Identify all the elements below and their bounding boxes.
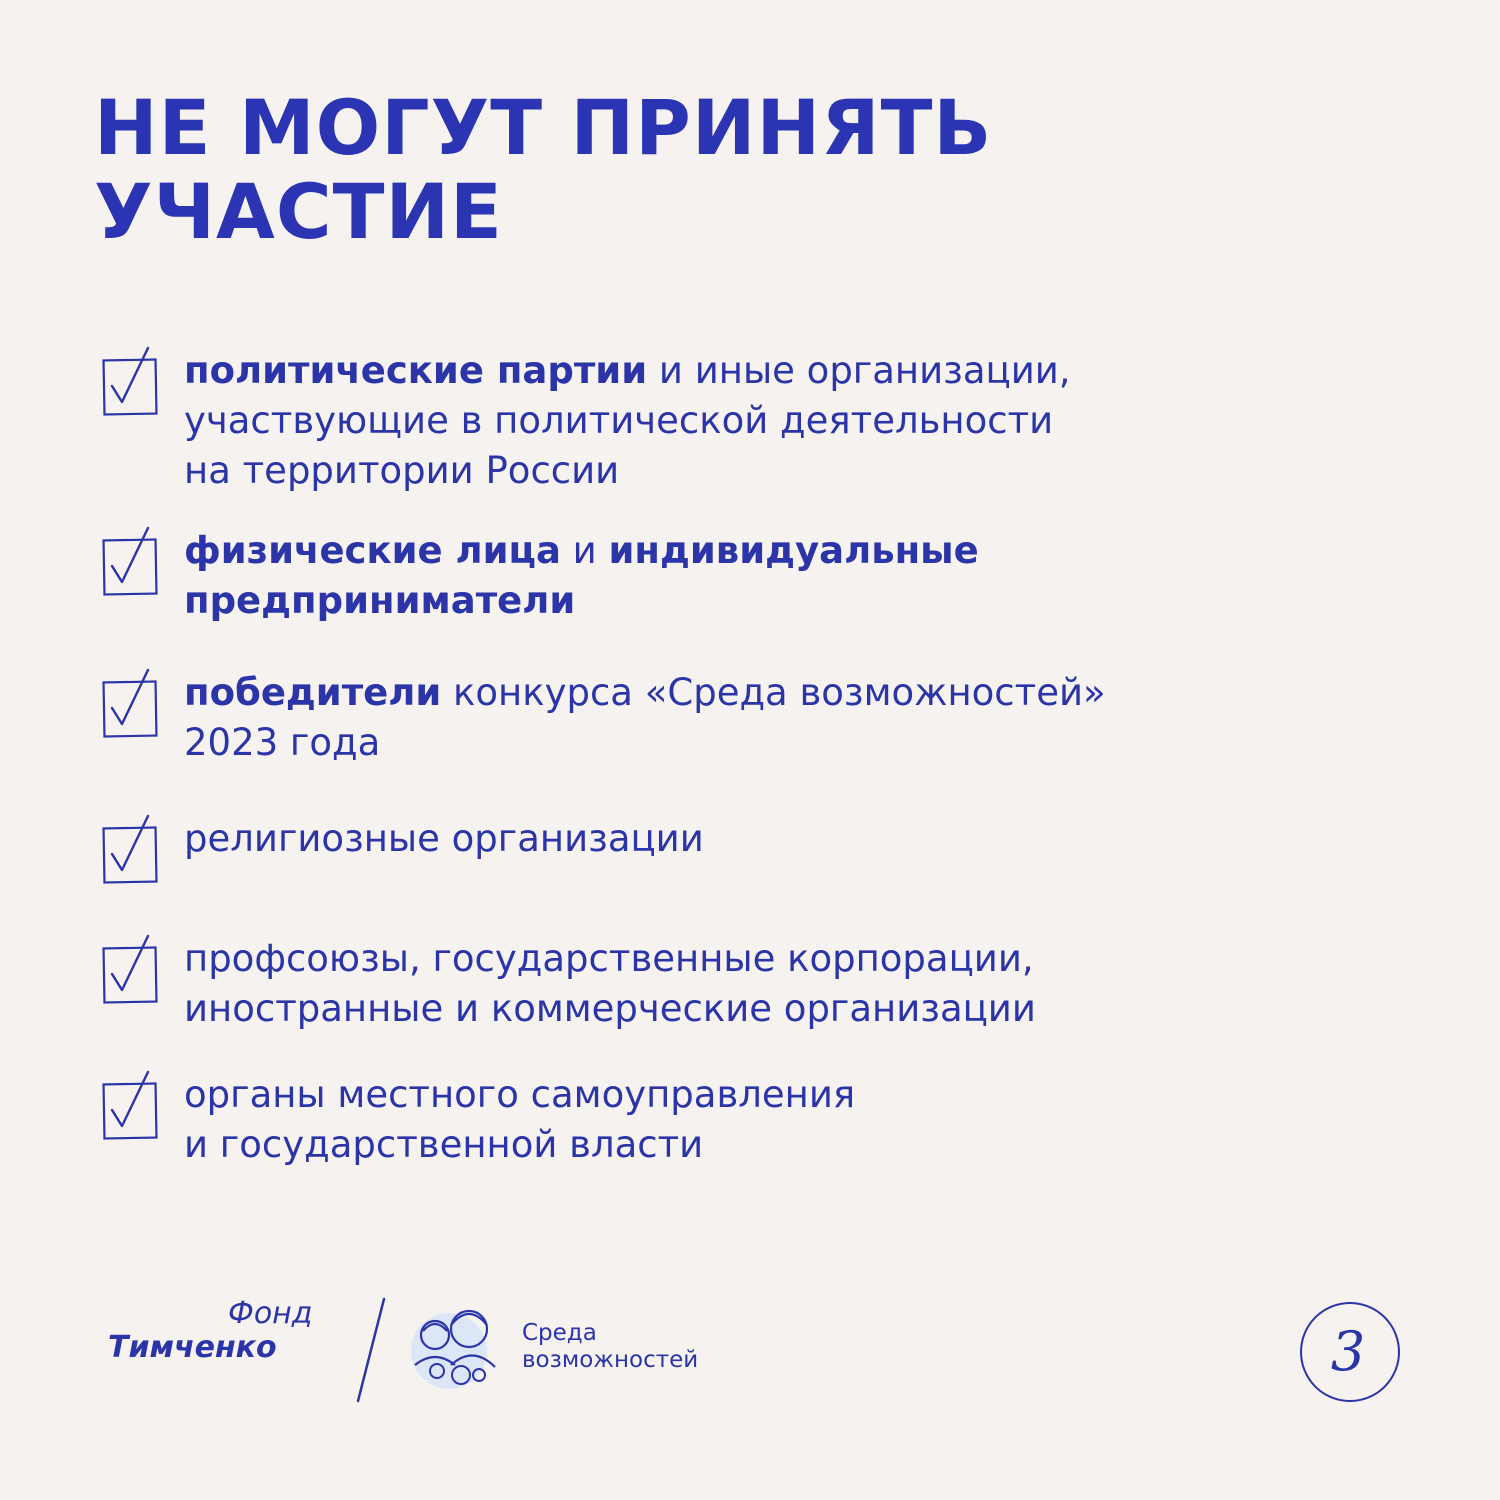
sreda-logo-label [522,1320,698,1374]
list-item-line [184,668,1304,718]
divider-slash [350,1295,390,1405]
checkbox-icon [98,1070,162,1142]
bold-text: победители [184,671,442,714]
regular-text: религиозные организации [184,817,704,860]
list-item-text [184,934,1304,1034]
list-item-text [184,526,1304,626]
logo-word-fond: Фонд [228,1296,313,1331]
regular-text: 2023 года [184,721,381,764]
checkbox-icon [98,814,162,886]
sreda-logo-icon [405,1295,505,1395]
list-item-line [184,1070,1304,1120]
regular-text: на территории России [184,449,620,492]
list-item-line [184,446,1304,496]
logo-word-timchenko: Тимченко [108,1330,277,1365]
list-item-line [184,1120,1304,1170]
list-item-line [184,934,1304,984]
bold-text: физические лица [184,529,561,572]
checkbox-icon [98,346,162,418]
page-number: 3 [1330,1320,1366,1383]
list-item-line [184,396,1304,446]
list-item-line [184,576,1304,626]
checkbox-icon [98,668,162,740]
list-item-line [184,346,1304,396]
regular-text: и [560,529,609,572]
regular-text: профсоюзы, государственные корпорации, [184,937,1034,980]
regular-text: конкурса «Среда возможностей» [441,671,1106,714]
checkbox-icon [98,934,162,1006]
list-item-line [184,984,1304,1034]
list-item-text [184,346,1304,496]
bold-text: индивидуальные [608,529,979,572]
timchenko-foundation-logo [100,1290,340,1400]
regular-text: и иные организации, [647,349,1071,392]
list-item-text [184,668,1304,768]
page-title-line-1: НЕ МОГУТ ПРИНЯТЬ [94,83,993,172]
regular-text: и государственной власти [184,1123,704,1166]
sreda-logo-line-2: возможностей [522,1347,699,1373]
list-item-text [184,814,1304,864]
regular-text: иностранные и коммерческие организации [184,987,1036,1030]
bold-text: предприниматели [184,579,576,622]
checkbox-icon [98,526,162,598]
list-item-line [184,814,1304,864]
sreda-logo-line-1: Среда [522,1320,597,1346]
list-item-text [184,1070,1304,1170]
page-title-line-2: УЧАСТИЕ [94,167,503,256]
page-number-badge [1298,1300,1402,1404]
regular-text: органы местного самоуправления [184,1073,856,1116]
list-item-line [184,526,1304,576]
bold-text: политические партии [184,349,648,392]
regular-text: участвующие в политической деятельности [184,399,1054,442]
list-item-line [184,718,1304,768]
page-title [94,83,993,256]
